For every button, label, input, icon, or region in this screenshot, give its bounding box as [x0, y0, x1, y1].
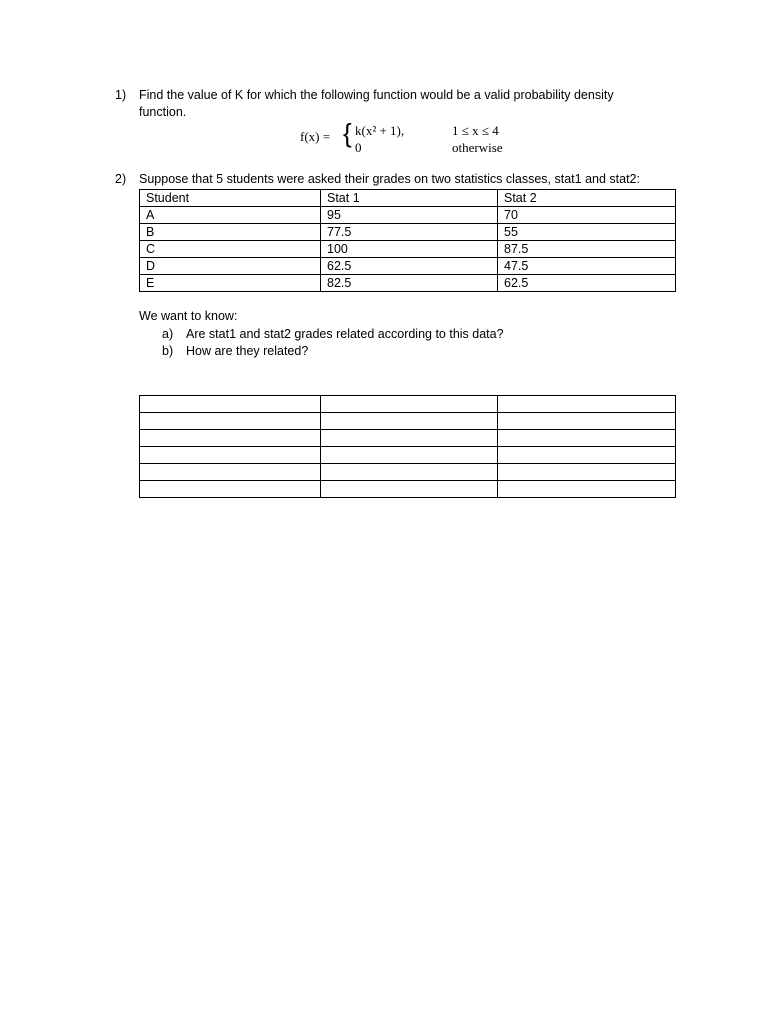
formula-case1-condition: 1 ≤ x ≤ 4: [452, 123, 499, 138]
blank-cell: [140, 396, 321, 413]
blank-cell: [140, 447, 321, 464]
blank-table-row: [140, 464, 676, 481]
table-header-cell: Stat 2: [498, 190, 676, 207]
table-header-cell: Stat 1: [321, 190, 498, 207]
blank-table-row: [140, 481, 676, 498]
table-header-row: [140, 190, 676, 207]
question-1-text-line2: function.: [139, 105, 187, 119]
want-to-know-heading: We want to know:: [139, 309, 238, 323]
table-row: [140, 258, 676, 275]
blank-cell: [321, 413, 498, 430]
sub-item-b-text: How are they related?: [186, 344, 309, 358]
blank-cell: [498, 481, 676, 498]
blank-cell: [321, 481, 498, 498]
question-2-number: 2): [115, 172, 127, 186]
table-cell: 70: [498, 207, 676, 224]
table-cell: 62.5: [498, 275, 676, 292]
question-1-text-line1: Find the value of K for which the following function would be a valid probability density: [139, 88, 614, 102]
blank-cell: [498, 447, 676, 464]
blank-table-row: [140, 396, 676, 413]
table-cell: 55: [498, 224, 676, 241]
sub-item-b-label: b): [162, 344, 174, 358]
blank-table-row: [140, 413, 676, 430]
table-cell: 62.5: [321, 258, 498, 275]
blank-cell: [140, 413, 321, 430]
table-row: [140, 275, 676, 292]
sub-item-a-label: a): [162, 327, 174, 341]
formula-case1-expr: k(x² + 1),: [355, 123, 405, 138]
table-cell: 95: [321, 207, 498, 224]
blank-table-row: [140, 430, 676, 447]
blank-work-table: [139, 395, 676, 498]
blank-cell: [321, 464, 498, 481]
formula-brace: {: [343, 118, 352, 148]
table-row: [140, 207, 676, 224]
blank-cell: [140, 481, 321, 498]
table-cell: C: [140, 241, 321, 258]
blank-table-row: [140, 447, 676, 464]
formula-case2-condition: otherwise: [452, 140, 503, 155]
blank-cell: [140, 464, 321, 481]
blank-cell: [321, 430, 498, 447]
blank-cell: [321, 396, 498, 413]
blank-cell: [498, 413, 676, 430]
sub-item-a-text: Are stat1 and stat2 grades related according to this data?: [186, 327, 504, 341]
blank-cell: [321, 447, 498, 464]
blank-cell: [498, 396, 676, 413]
table-cell: A: [140, 207, 321, 224]
table-cell: 100: [321, 241, 498, 258]
formula-case2-expr: 0: [355, 140, 362, 155]
table-cell: E: [140, 275, 321, 292]
table-cell: 82.5: [321, 275, 498, 292]
formula-lhs: f(x) =: [300, 129, 331, 144]
table-cell: B: [140, 224, 321, 241]
table-cell: D: [140, 258, 321, 275]
table-cell: 87.5: [498, 241, 676, 258]
blank-cell: [498, 464, 676, 481]
question-1-number: 1): [115, 88, 127, 102]
grades-table: [139, 189, 676, 292]
table-cell: 77.5: [321, 224, 498, 241]
table-header-cell: Student: [140, 190, 321, 207]
table-row: [140, 241, 676, 258]
blank-cell: [498, 430, 676, 447]
table-cell: 47.5: [498, 258, 676, 275]
blank-cell: [140, 430, 321, 447]
question-2-intro: Suppose that 5 students were asked their grades on two statistics classes, stat1 and stat2:: [139, 172, 640, 186]
table-row: [140, 224, 676, 241]
